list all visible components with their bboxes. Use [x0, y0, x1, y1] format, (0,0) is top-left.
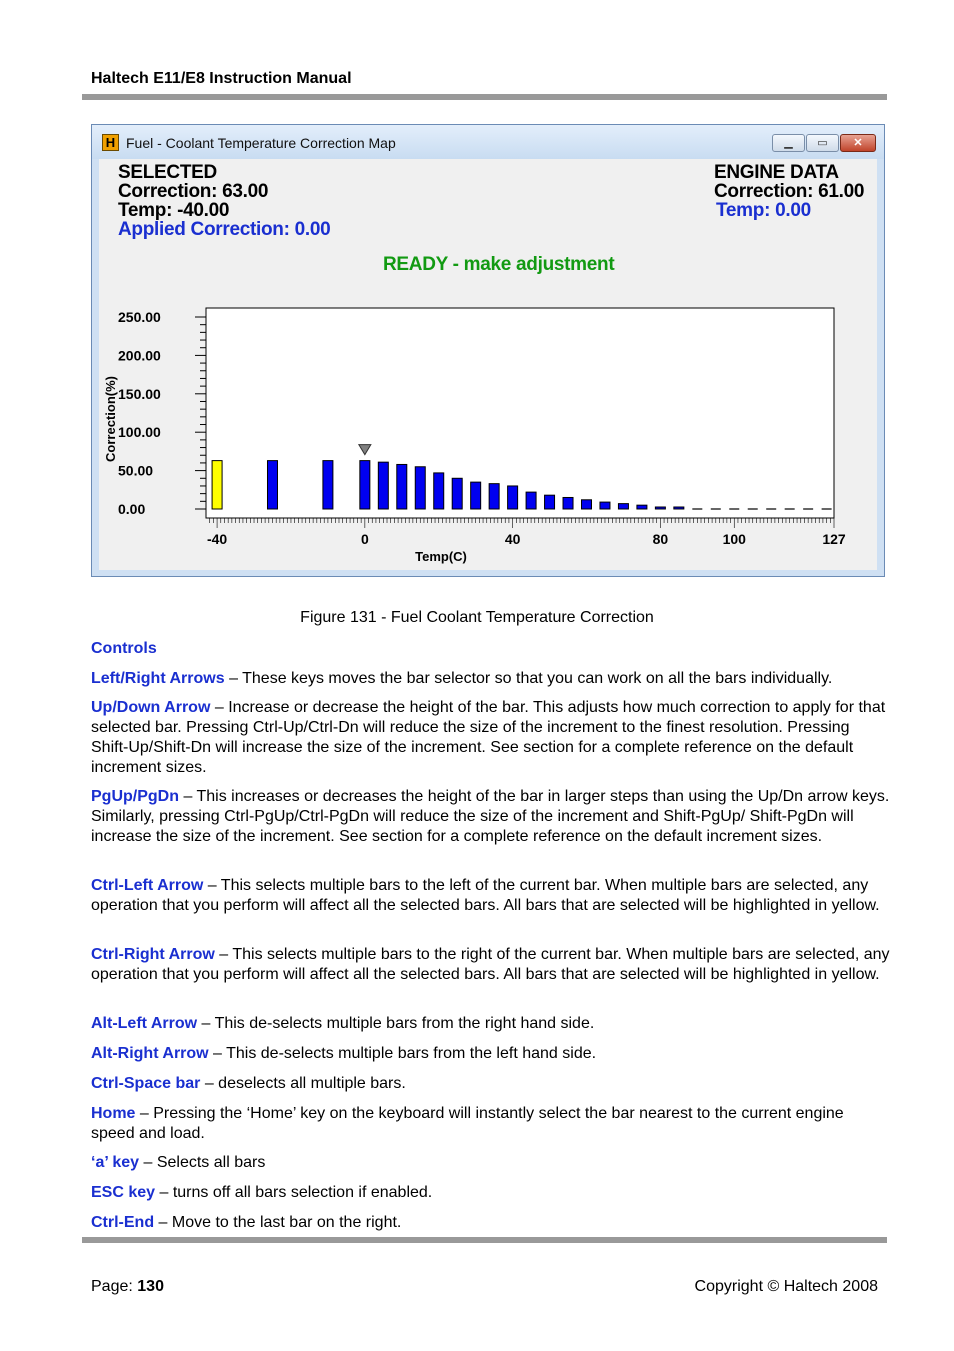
bar	[397, 464, 407, 509]
control-description: – Increase or decrease the height of the bar. This adjusts how much correction to apply for that selected bar. Pressing Ctrl-Up/Ctrl-Dn will reduce the size of the increment to the finest resolution. Pressing Shift-Up/Shift-Dn will increase the size of the increment. See section for a complete reference on the default increment sizes.	[91, 699, 886, 776]
bar	[563, 497, 573, 509]
bar	[600, 502, 610, 509]
header-rule	[82, 94, 887, 100]
bar	[526, 492, 536, 509]
figure-caption: Figure 131 - Fuel Coolant Temperature Correction	[300, 609, 654, 626]
control-key: Ctrl-End	[91, 1214, 155, 1231]
control-item	[91, 1044, 891, 1064]
bar	[674, 507, 684, 509]
engine-data-heading: ENGINE DATA	[714, 162, 839, 183]
bar	[545, 495, 555, 509]
control-key: Ctrl-Right Arrow	[91, 946, 215, 963]
correction-map-window	[91, 124, 885, 577]
control-description: – These keys moves the bar selector so that you can work on all the bars individually.	[224, 670, 833, 687]
x-tick-label: 80	[652, 531, 669, 547]
bar	[452, 478, 462, 509]
control-description: – Pressing the ‘Home’ key on the keyboard will instantly select the bar nearest to the current engine speed and load.	[91, 1105, 844, 1142]
bar	[618, 504, 628, 509]
page-number	[91, 1278, 164, 1296]
maximize-icon: ▭	[817, 137, 828, 149]
control-key: PgUp/PgDn	[91, 788, 179, 805]
control-description: – turns off all bars selection if enabled.	[155, 1184, 433, 1201]
control-description: – This increases or decreases the height of the bar in larger steps than using the Up/Dn arrow keys. Similarly, pressing Ctrl-PgUp/Ctrl-PgDn will reduce the size of the increment and Shift-PgUp/ Shift-PgDn will increase the size of the increment. See section for a complete reference on the default increment sizes.	[91, 788, 890, 845]
x-tick-label: 40	[504, 531, 521, 547]
page-label: Page:	[91, 1278, 138, 1295]
control-description: – This de-selects multiple bars from the left hand side.	[208, 1045, 597, 1062]
copyright: Copyright © Haltech 2008	[694, 1278, 878, 1295]
correction-bar-chart[interactable]	[99, 267, 877, 567]
control-key: Left/Right Arrows	[91, 670, 225, 687]
y-tick-label: 150.00	[118, 385, 161, 402]
control-key: Up/Down Arrow	[91, 699, 211, 716]
engine-correction: Correction: 61.00	[714, 181, 865, 202]
bar	[434, 473, 444, 509]
control-key: Ctrl-Space bar	[91, 1075, 201, 1092]
window-client-area	[99, 159, 877, 570]
control-item	[91, 1213, 891, 1233]
control-key: Home	[91, 1105, 136, 1122]
bar	[471, 482, 481, 509]
minimize-icon: ▁	[784, 137, 793, 149]
control-item	[91, 698, 891, 778]
x-axis-label: Temp(C)	[415, 549, 467, 564]
control-key: Ctrl-Left Arrow	[91, 877, 204, 894]
bar	[637, 505, 647, 509]
minimize-button[interactable]	[772, 134, 805, 152]
selected-temp: Temp: -40.00	[118, 200, 230, 221]
x-tick-label: 100	[722, 531, 746, 547]
plot-area	[206, 308, 834, 518]
control-item	[91, 876, 891, 916]
control-description: – This de-selects multiple bars from the right hand side.	[197, 1015, 595, 1032]
y-tick-label: 200.00	[118, 347, 161, 364]
bar	[323, 461, 333, 509]
y-tick-label: 0.00	[118, 501, 146, 517]
x-tick-label: -40	[206, 531, 228, 547]
bar	[267, 461, 277, 509]
y-tick-label: 50.00	[118, 462, 154, 479]
bar	[415, 467, 425, 509]
y-axis-label: Correction(%)	[103, 376, 118, 462]
applied-correction: Applied Correction: 0.00	[118, 219, 331, 240]
close-button[interactable]	[840, 134, 876, 152]
bar	[489, 484, 499, 509]
control-description: – This selects multiple bars to the left of the current bar. When multiple bars are selected, any operation that you perform will affect all the selected bars. All bars that are selected will be highlighted in yellow.	[91, 877, 880, 914]
control-key: ESC key	[91, 1184, 156, 1201]
close-icon: ✕	[853, 137, 863, 149]
y-tick-label: 100.00	[118, 424, 161, 441]
control-item	[91, 1153, 891, 1173]
control-key: Alt-Right Arrow	[91, 1045, 209, 1062]
control-item	[91, 1074, 891, 1094]
control-description: – Selects all bars	[139, 1154, 266, 1171]
selected-correction: Correction: 63.00	[118, 181, 269, 202]
bar	[360, 461, 370, 509]
y-tick-label: 250.00	[118, 309, 161, 325]
header-title: Haltech E11/E8 Instruction Manual	[91, 70, 352, 87]
bar	[581, 500, 591, 509]
selected-bar	[212, 461, 222, 509]
control-item	[91, 1014, 891, 1034]
control-description: – This selects multiple bars to the right of the current bar. When multiple bars are selected, any operation that you perform will affect all the selected bars. All bars that are selected will be highlighted in yellow.	[91, 946, 890, 983]
bar	[508, 486, 518, 509]
maximize-button[interactable]	[806, 134, 839, 152]
x-tick-label: 127	[822, 531, 846, 547]
control-key: ‘a’ key	[91, 1154, 140, 1171]
selected-heading: SELECTED	[118, 162, 217, 183]
window-title: Fuel - Coolant Temperature Correction Map	[126, 135, 396, 151]
page-number-value: 130	[137, 1278, 164, 1295]
window-titlebar[interactable]	[92, 125, 884, 159]
control-item	[91, 1104, 891, 1144]
x-tick-label: 0	[360, 531, 369, 547]
haltech-app-icon: H	[102, 134, 119, 151]
bar	[655, 507, 665, 509]
section-title: Controls	[91, 640, 157, 657]
control-item	[91, 787, 891, 847]
control-description: – Move to the last bar on the right.	[154, 1214, 402, 1231]
engine-temp: Temp: 0.00	[716, 200, 811, 221]
footer-rule	[82, 1237, 887, 1243]
bar	[378, 462, 388, 509]
control-item	[91, 1183, 891, 1203]
status-message: READY - make adjustment	[383, 254, 615, 275]
control-item	[91, 945, 891, 985]
control-description: – deselects all multiple bars.	[200, 1075, 406, 1092]
control-item	[91, 669, 891, 689]
control-key: Alt-Left Arrow	[91, 1015, 198, 1032]
